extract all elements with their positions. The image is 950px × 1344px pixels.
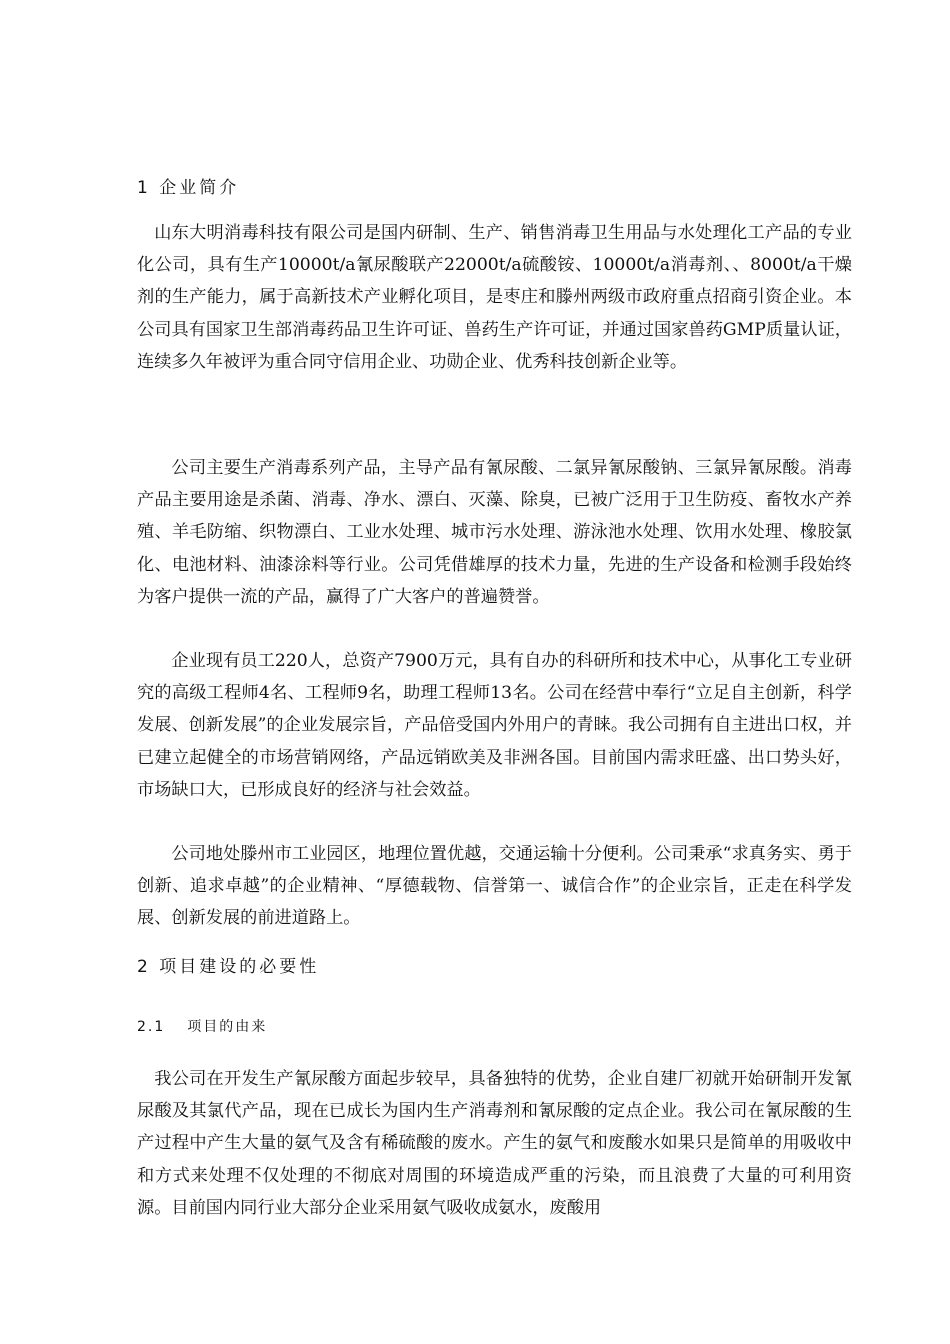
section-2-heading: 2 项目建设的必要性 (137, 957, 320, 977)
subsection-number: 2.1 (137, 1019, 166, 1035)
section-2-1-paragraph: 我公司在开发生产氰尿酸方面起步较早，具备独特的优势，企业自建厂初就开始研制开发氰尿酸及其氯代产品，现在已成长为国内生产消毒剂和氰尿酸的定点企业。我公司在氰尿酸的生产过程中产生大量的氨气及含有稀硫酸的废水。产生的氨气和废酸水如果只是简单的用吸收中和方式来处理不仅处理的不彻底对周围的环境造成严重的污染，而且浪费了大量的可利用资源。目前国内同行业大部分企业采用氨气吸收成氨水，废酸用 (137, 1069, 852, 1218)
subsection-title: 项目的由来 (187, 1019, 268, 1035)
section-1-paragraph-1: 山东大明消毒科技有限公司是国内研制、生产、销售消毒卫生用品与水处理化工产品的专业化公司，具有生产10000t/a氰尿酸联产22000t/a硫酸铵、10000t/a消毒剂、、8000t/a干燥剂的生产能力，属于高新技术产业孵化项目，是枣庄和滕州两级市政府重点招商引资企业。本公司具有国家卫生部消毒药品卫生许可证、兽药生产许可证，并通过国家兽药GMP质量认证，连续多久年被评为重合同守信用企业、功勋企业、优秀科技创新企业等。 (137, 223, 852, 372)
section-1-paragraph-3: 企业现有员工220人，总资产7900万元，具有自办的科研所和技术中心，从事化工专业研究的高级工程师4名、工程师9名，助理工程师13名。公司在经营中奉行“立足自主创新，科学发展、创新发展”的企业发展宗旨，产品倍受国内外用户的青睐。我公司拥有自主进出口权，并已建立起健全的市场营销网络，产品远销欧美及非洲各国。目前国内需求旺盛、出口势头好，市场缺口大，已形成良好的经济与社会效益。 (137, 651, 852, 800)
subsection-2-1-heading (137, 1016, 267, 1036)
section-1-heading: 1 企业简介 (137, 178, 240, 198)
section-1-paragraph-2: 公司主要生产消毒系列产品，主导产品有氰尿酸、二氯异氰尿酸钠、三氯异氰尿酸。消毒产品主要用途是杀菌、消毒、净水、漂白、灭藻、除臭，已被广泛用于卫生防疫、畜牧水产养殖、羊毛防缩、织物漂白、工业水处理、城市污水处理、游泳池水处理、饮用水处理、橡胶氯化、电池材料、油漆涂料等行业。公司凭借雄厚的技术力量，先进的生产设备和检测手段始终为客户提供一流的产品，赢得了广大客户的普遍赞誉。 (137, 458, 852, 607)
section-1-paragraph-4: 公司地处滕州市工业园区，地理位置优越，交通运输十分便利。公司秉承“求真务实、勇于创新、追求卓越”的企业精神、“厚德载物、信誉第一、诚信合作”的企业宗旨，正走在科学发展、创新发展的前进道路上。 (137, 844, 852, 929)
